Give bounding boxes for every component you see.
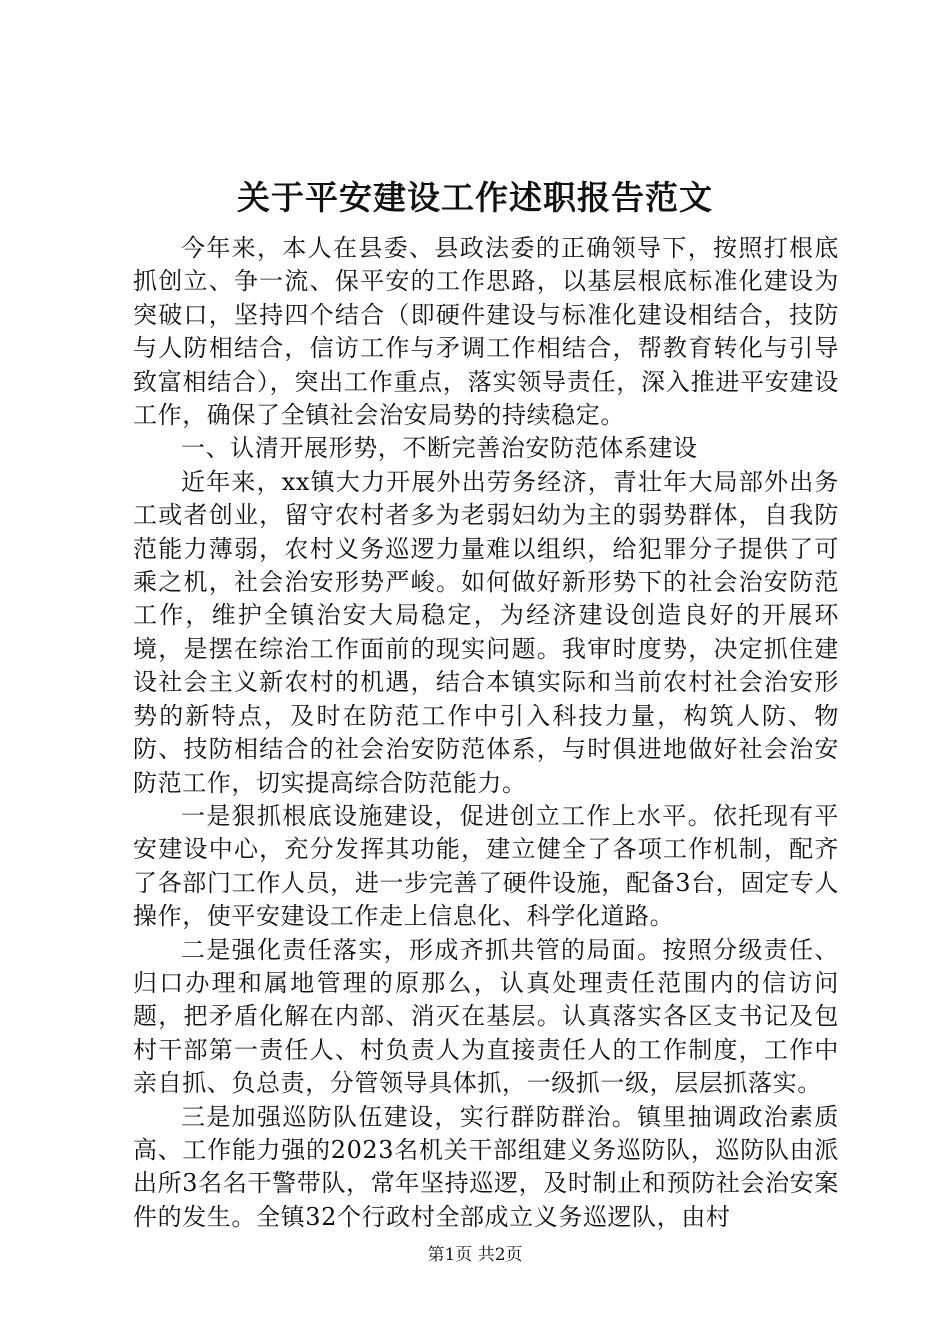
paragraph-point-3: 三是加强巡防队伍建设，实行群防群治。镇里抽调政治素质高、工作能力强的2023名机关干部组建义务巡防队，巡防队由派出所3名名干警带队，常年坚持巡逻，及时制止和预防社会治安案件的发生。全镇32个行政村全部成立义务巡逻队，由村	[133, 1102, 839, 1231]
document-title: 关于平安建设工作述职报告范文	[237, 178, 713, 217]
paragraph-situation: 近年来，xx镇大力开展外出劳务经济，青壮年大局部外出务工或者创业，留守农村者多为老弱妇幼为主的弱势群体，自我防范能力薄弱，农村义务巡逻力量难以组织，给犯罪分子提供了可乘之机，社会治安形势严峻。如何做好新形势下的社会治安防范工作，维护全镇治安大局稳定，为经济建设创造良好的开展环境，是摆在综治工作面前的现实问题。我审时度势，决定抓住建设社会主义新农村的机遇，结合本镇实际和当前农村社会治安形势的新特点，及时在防范工作中引入科技力量，构筑人防、物防、技防相结合的社会治安防范体系，与时俱进地做好社会治安防范工作，切实提高综合防范能力。	[133, 467, 839, 797]
paragraph-intro: 今年来，本人在县委、县政法委的正确领导下，按照打根底抓创立、争一流、保平安的工作思路，以基层根底标准化建设为突破口，坚持四个结合（即硬件建设与标准化建设相结合，技防与人防相结合，信访工作与矛调工作相结合，帮教育转化与引导致富相结合），突出工作重点，落实领导责任，深入推进平安建设工作，确保了全镇社会治安局势的持续稳定。	[133, 234, 839, 430]
section-heading-1: 一、认清开展形势，不断完善治安防范体系建设	[181, 434, 698, 463]
page-footer: 第1页 共2页	[427, 1245, 523, 1265]
document-body	[133, 232, 839, 1234]
paragraph-point-1: 一是狠抓根底设施建设，促进创立工作上水平。依托现有平安建设中心，充分发挥其功能，建立健全了各项工作机制，配齐了各部门工作人员，进一步完善了硬件设施，配备3台，固定专人操作，使平安建设工作走上信息化、科学化道路。	[133, 801, 839, 931]
paragraph-point-2: 二是强化责任落实，形成齐抓共管的局面。按照分级责任、归口办理和属地管理的原那么，认真处理责任范围内的信访问题，把矛盾化解在内部、消灭在基层。认真落实各区支书记及包村干部第一责任人、村负责人为直接责任人的工作制度，工作中亲自抓、负总责，分管领导具体抓，一级抓一级，层层抓落实。	[133, 935, 839, 1098]
